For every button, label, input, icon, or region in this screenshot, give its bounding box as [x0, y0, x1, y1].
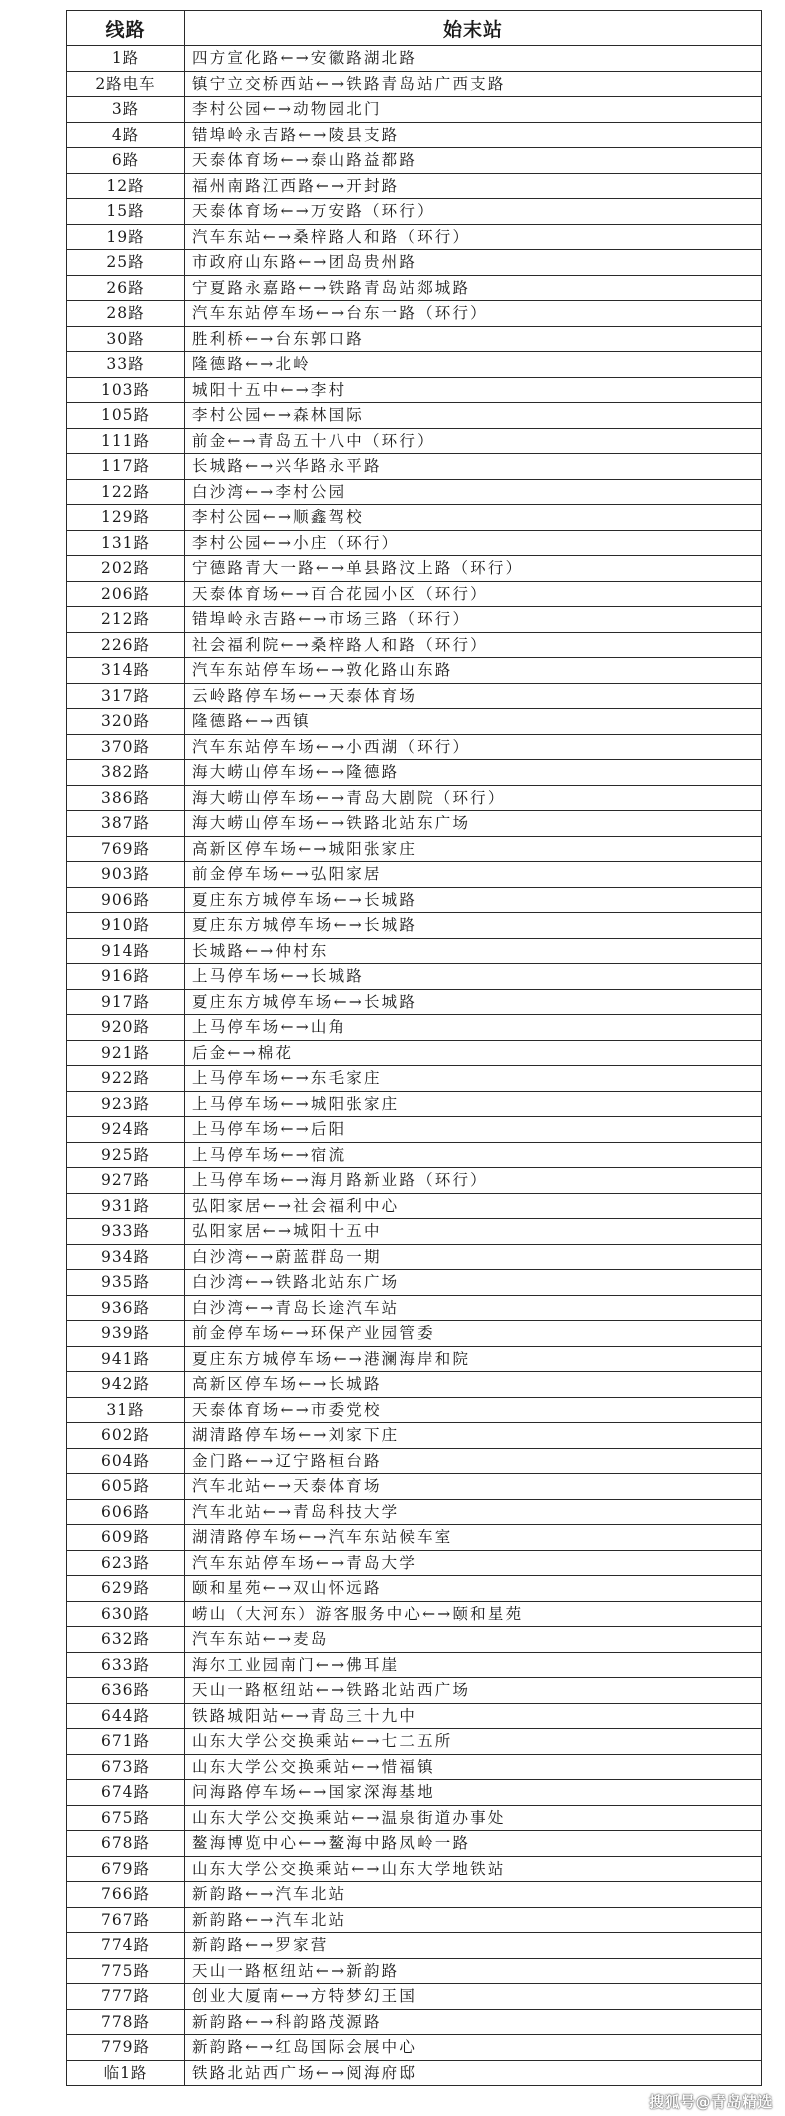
route-number: 927路 [67, 1168, 185, 1194]
route-terminals: 山东大学公交换乘站←→惜福镇 [185, 1754, 762, 1780]
table-row [67, 1856, 762, 1882]
route-number: 630路 [67, 1601, 185, 1627]
route-number: 111路 [67, 428, 185, 454]
table-row [67, 1117, 762, 1143]
route-terminals: 高新区停车场←→长城路 [185, 1372, 762, 1398]
route-terminals: 问海路停车场←→国家深海基地 [185, 1780, 762, 1806]
route-terminals: 前金停车场←→弘阳家居 [185, 862, 762, 888]
table-row [67, 1219, 762, 1245]
route-number: 917路 [67, 989, 185, 1015]
route-number: 386路 [67, 785, 185, 811]
route-number: 314路 [67, 658, 185, 684]
table-row [67, 1040, 762, 1066]
table-row [67, 836, 762, 862]
route-terminals: 白沙湾←→青岛长途汽车站 [185, 1295, 762, 1321]
route-number: 934路 [67, 1244, 185, 1270]
route-terminals: 铁路北站西广场←→阅海府邸 [185, 2060, 762, 2086]
route-terminals: 山东大学公交换乘站←→温泉街道办事处 [185, 1805, 762, 1831]
route-number: 临1路 [67, 2060, 185, 2086]
route-terminals: 弘阳家居←→城阳十五中 [185, 1219, 762, 1245]
table-row [67, 1805, 762, 1831]
route-number: 941路 [67, 1346, 185, 1372]
route-number: 370路 [67, 734, 185, 760]
table-body [67, 46, 762, 2086]
table-row [67, 1601, 762, 1627]
source-watermark: 搜狐号@青岛精选 [648, 2093, 773, 2111]
route-terminals: 前金停车场←→环保产业园管委 [185, 1321, 762, 1347]
route-number: 777路 [67, 1984, 185, 2010]
route-number: 906路 [67, 887, 185, 913]
route-terminals: 上马停车场←→东毛家庄 [185, 1066, 762, 1092]
route-number: 226路 [67, 632, 185, 658]
route-number: 766路 [67, 1882, 185, 1908]
table-row [67, 1474, 762, 1500]
table-row [67, 1321, 762, 1347]
route-number: 903路 [67, 862, 185, 888]
route-terminals: 夏庄东方城停车场←→长城路 [185, 913, 762, 939]
route-number: 623路 [67, 1550, 185, 1576]
route-terminals: 上马停车场←→宿流 [185, 1142, 762, 1168]
route-terminals: 前金←→青岛五十八中（环行） [185, 428, 762, 454]
route-terminals: 弘阳家居←→社会福利中心 [185, 1193, 762, 1219]
route-terminals: 山东大学公交换乘站←→山东大学地铁站 [185, 1856, 762, 1882]
route-terminals: 汽车东站停车场←→小西湖（环行） [185, 734, 762, 760]
table-row [67, 1678, 762, 1704]
route-number: 633路 [67, 1652, 185, 1678]
route-number: 933路 [67, 1219, 185, 1245]
route-terminals: 宁德路青大一路←→单县路汶上路（环行） [185, 556, 762, 582]
table-row [67, 250, 762, 276]
table-row [67, 1933, 762, 1959]
route-number: 942路 [67, 1372, 185, 1398]
route-terminals: 福州南路江西路←→开封路 [185, 173, 762, 199]
route-number: 1路 [67, 46, 185, 72]
table-row [67, 964, 762, 990]
table-row [67, 1193, 762, 1219]
table-row [67, 454, 762, 480]
route-terminals: 错埠岭永吉路←→市场三路（环行） [185, 607, 762, 633]
route-number: 12路 [67, 173, 185, 199]
table-row [67, 1652, 762, 1678]
route-number: 935路 [67, 1270, 185, 1296]
table-row [67, 1882, 762, 1908]
table-row [67, 913, 762, 939]
table-row [67, 275, 762, 301]
table-row [67, 1576, 762, 1602]
route-terminals: 上马停车场←→城阳张家庄 [185, 1091, 762, 1117]
route-number: 779路 [67, 2035, 185, 2061]
terminals-column-header: 始末站 [185, 11, 762, 46]
table-row [67, 1907, 762, 1933]
table-row [67, 811, 762, 837]
table-row [67, 428, 762, 454]
route-number: 920路 [67, 1015, 185, 1041]
route-number: 206路 [67, 581, 185, 607]
route-terminals: 汽车东站停车场←→敦化路山东路 [185, 658, 762, 684]
route-number: 609路 [67, 1525, 185, 1551]
table-row [67, 71, 762, 97]
table-row [67, 1295, 762, 1321]
route-number: 317路 [67, 683, 185, 709]
route-terminals: 新韵路←→红岛国际会展中心 [185, 2035, 762, 2061]
route-terminals: 山东大学公交换乘站←→七二五所 [185, 1729, 762, 1755]
table-row [67, 224, 762, 250]
table-row [67, 989, 762, 1015]
route-terminals: 李村公园←→小庄（环行） [185, 530, 762, 556]
table-row [67, 1729, 762, 1755]
route-terminals: 白沙湾←→蔚蓝群岛一期 [185, 1244, 762, 1270]
route-terminals: 夏庄东方城停车场←→长城路 [185, 989, 762, 1015]
route-number: 778路 [67, 2009, 185, 2035]
route-number: 19路 [67, 224, 185, 250]
route-number: 26路 [67, 275, 185, 301]
table-row [67, 887, 762, 913]
table-row [67, 1448, 762, 1474]
route-number: 644路 [67, 1703, 185, 1729]
table-row [67, 1372, 762, 1398]
table-row [67, 581, 762, 607]
route-number: 131路 [67, 530, 185, 556]
route-terminals: 海大崂山停车场←→隆德路 [185, 760, 762, 786]
route-terminals: 新韵路←→科韵路茂源路 [185, 2009, 762, 2035]
table-row [67, 1984, 762, 2010]
route-number: 2路电车 [67, 71, 185, 97]
route-number: 117路 [67, 454, 185, 480]
route-number: 602路 [67, 1423, 185, 1449]
table-row [67, 1168, 762, 1194]
route-number: 931路 [67, 1193, 185, 1219]
route-number: 105路 [67, 403, 185, 429]
route-number: 212路 [67, 607, 185, 633]
route-terminals: 高新区停车场←→城阳张家庄 [185, 836, 762, 862]
route-terminals: 李村公园←→顺鑫驾校 [185, 505, 762, 531]
route-number: 924路 [67, 1117, 185, 1143]
route-column-header: 线路 [67, 11, 185, 46]
route-number: 33路 [67, 352, 185, 378]
table-row [67, 377, 762, 403]
route-terminals: 新韵路←→罗家营 [185, 1933, 762, 1959]
route-terminals: 市政府山东路←→团岛贵州路 [185, 250, 762, 276]
route-number: 604路 [67, 1448, 185, 1474]
route-terminals: 汽车东站←→桑梓路人和路（环行） [185, 224, 762, 250]
route-number: 679路 [67, 1856, 185, 1882]
route-number: 202路 [67, 556, 185, 582]
route-number: 382路 [67, 760, 185, 786]
table-row [67, 2060, 762, 2086]
route-number: 923路 [67, 1091, 185, 1117]
table-row [67, 862, 762, 888]
route-terminals: 胜利桥←→台东郭口路 [185, 326, 762, 352]
route-terminals: 天泰体育场←→百合花园小区（环行） [185, 581, 762, 607]
route-terminals: 后金←→棉花 [185, 1040, 762, 1066]
route-terminals: 夏庄东方城停车场←→港澜海岸和院 [185, 1346, 762, 1372]
table-row [67, 1142, 762, 1168]
route-terminals: 白沙湾←→李村公园 [185, 479, 762, 505]
route-terminals: 汽车东站←→麦岛 [185, 1627, 762, 1653]
table-row [67, 403, 762, 429]
route-number: 916路 [67, 964, 185, 990]
table-row [67, 1754, 762, 1780]
route-terminals: 城阳十五中←→李村 [185, 377, 762, 403]
route-terminals: 长城路←→兴华路永平路 [185, 454, 762, 480]
table-row [67, 709, 762, 735]
route-number: 129路 [67, 505, 185, 531]
route-number: 678路 [67, 1831, 185, 1857]
route-number: 671路 [67, 1729, 185, 1755]
table-row [67, 1780, 762, 1806]
route-terminals: 海尔工业园南门←→佛耳崖 [185, 1652, 762, 1678]
route-terminals: 新韵路←→汽车北站 [185, 1907, 762, 1933]
route-terminals: 上马停车场←→海月路新业路（环行） [185, 1168, 762, 1194]
table-row [67, 683, 762, 709]
route-number: 629路 [67, 1576, 185, 1602]
route-number: 122路 [67, 479, 185, 505]
route-number: 921路 [67, 1040, 185, 1066]
route-terminals: 海大崂山停车场←→铁路北站东广场 [185, 811, 762, 837]
table-row [67, 658, 762, 684]
table-row [67, 326, 762, 352]
route-number: 30路 [67, 326, 185, 352]
route-terminals: 颐和星苑←→双山怀远路 [185, 1576, 762, 1602]
route-number: 674路 [67, 1780, 185, 1806]
route-terminals: 创业大厦南←→方特梦幻王国 [185, 1984, 762, 2010]
route-number: 15路 [67, 199, 185, 225]
route-terminals: 错埠岭永吉路←→陵县支路 [185, 122, 762, 148]
table-row [67, 1958, 762, 1984]
route-terminals: 四方宣化路←→安徽路湖北路 [185, 46, 762, 72]
route-terminals: 长城路←→仲村东 [185, 938, 762, 964]
table-row [67, 97, 762, 123]
table-row [67, 1703, 762, 1729]
route-number: 673路 [67, 1754, 185, 1780]
route-number: 4路 [67, 122, 185, 148]
route-terminals: 李村公园←→动物园北门 [185, 97, 762, 123]
table-row [67, 632, 762, 658]
route-terminals: 新韵路←→汽车北站 [185, 1882, 762, 1908]
route-terminals: 天山一路枢纽站←→铁路北站西广场 [185, 1678, 762, 1704]
table-row [67, 938, 762, 964]
table-row [67, 1525, 762, 1551]
table-row [67, 1066, 762, 1092]
table-row [67, 505, 762, 531]
bus-route-table [66, 10, 762, 2086]
route-terminals: 汽车东站停车场←→青岛大学 [185, 1550, 762, 1576]
route-terminals: 汽车东站停车场←→台东一路（环行） [185, 301, 762, 327]
route-number: 28路 [67, 301, 185, 327]
route-number: 25路 [67, 250, 185, 276]
route-terminals: 上马停车场←→后阳 [185, 1117, 762, 1143]
route-terminals: 天泰体育场←→万安路（环行） [185, 199, 762, 225]
table-row [67, 199, 762, 225]
route-terminals: 天泰体育场←→市委党校 [185, 1397, 762, 1423]
route-terminals: 云岭路停车场←→天泰体育场 [185, 683, 762, 709]
table-row [67, 530, 762, 556]
table-row [67, 2035, 762, 2061]
route-number: 774路 [67, 1933, 185, 1959]
table-row [67, 1550, 762, 1576]
route-terminals: 天泰体育场←→泰山路益都路 [185, 148, 762, 174]
table-row [67, 173, 762, 199]
route-number: 103路 [67, 377, 185, 403]
table-row [67, 1244, 762, 1270]
route-terminals: 夏庄东方城停车场←→长城路 [185, 887, 762, 913]
table-row [67, 734, 762, 760]
route-number: 925路 [67, 1142, 185, 1168]
table-row [67, 122, 762, 148]
route-number: 3路 [67, 97, 185, 123]
route-terminals: 上马停车场←→山角 [185, 1015, 762, 1041]
route-terminals: 湖清路停车场←→汽车东站候车室 [185, 1525, 762, 1551]
route-number: 6路 [67, 148, 185, 174]
route-terminals: 金门路←→辽宁路桓台路 [185, 1448, 762, 1474]
route-terminals: 崂山（大河东）游客服务中心←→颐和星苑 [185, 1601, 762, 1627]
table-row [67, 46, 762, 72]
route-terminals: 湖清路停车场←→刘家下庄 [185, 1423, 762, 1449]
route-terminals: 隆德路←→北岭 [185, 352, 762, 378]
route-number: 31路 [67, 1397, 185, 1423]
route-terminals: 鳌海博览中心←→鳌海中路凤岭一路 [185, 1831, 762, 1857]
table-row [67, 479, 762, 505]
table-row [67, 1499, 762, 1525]
route-number: 675路 [67, 1805, 185, 1831]
table-row [67, 556, 762, 582]
table-row [67, 2009, 762, 2035]
route-number: 606路 [67, 1499, 185, 1525]
route-number: 939路 [67, 1321, 185, 1347]
route-number: 320路 [67, 709, 185, 735]
route-number: 767路 [67, 1907, 185, 1933]
route-terminals: 上马停车场←→长城路 [185, 964, 762, 990]
table-row [67, 352, 762, 378]
route-terminals: 宁夏路永嘉路←→铁路青岛站郯城路 [185, 275, 762, 301]
table-row [67, 1831, 762, 1857]
route-number: 605路 [67, 1474, 185, 1500]
table-row [67, 1397, 762, 1423]
route-terminals: 社会福利院←→桑梓路人和路（环行） [185, 632, 762, 658]
route-number: 636路 [67, 1678, 185, 1704]
table-row [67, 1423, 762, 1449]
table-row [67, 760, 762, 786]
table-row [67, 1346, 762, 1372]
route-number: 914路 [67, 938, 185, 964]
table-row [67, 785, 762, 811]
table-row [67, 1270, 762, 1296]
route-number: 632路 [67, 1627, 185, 1653]
route-terminals: 汽车北站←→青岛科技大学 [185, 1499, 762, 1525]
route-number: 936路 [67, 1295, 185, 1321]
route-terminals: 海大崂山停车场←→青岛大剧院（环行） [185, 785, 762, 811]
route-terminals: 汽车北站←→天泰体育场 [185, 1474, 762, 1500]
route-number: 775路 [67, 1958, 185, 1984]
route-terminals: 隆德路←→西镇 [185, 709, 762, 735]
route-terminals: 镇宁立交桥西站←→铁路青岛站广西支路 [185, 71, 762, 97]
table-row [67, 1091, 762, 1117]
route-terminals: 铁路城阳站←→青岛三十九中 [185, 1703, 762, 1729]
table-row [67, 301, 762, 327]
table-row [67, 1627, 762, 1653]
table-row [67, 607, 762, 633]
table-row [67, 1015, 762, 1041]
route-number: 910路 [67, 913, 185, 939]
route-number: 387路 [67, 811, 185, 837]
route-terminals: 天山一路枢纽站←→新韵路 [185, 1958, 762, 1984]
route-terminals: 白沙湾←→铁路北站东广场 [185, 1270, 762, 1296]
table-header-row [67, 11, 762, 46]
route-number: 922路 [67, 1066, 185, 1092]
table-row [67, 148, 762, 174]
route-number: 769路 [67, 836, 185, 862]
route-terminals: 李村公园←→森林国际 [185, 403, 762, 429]
